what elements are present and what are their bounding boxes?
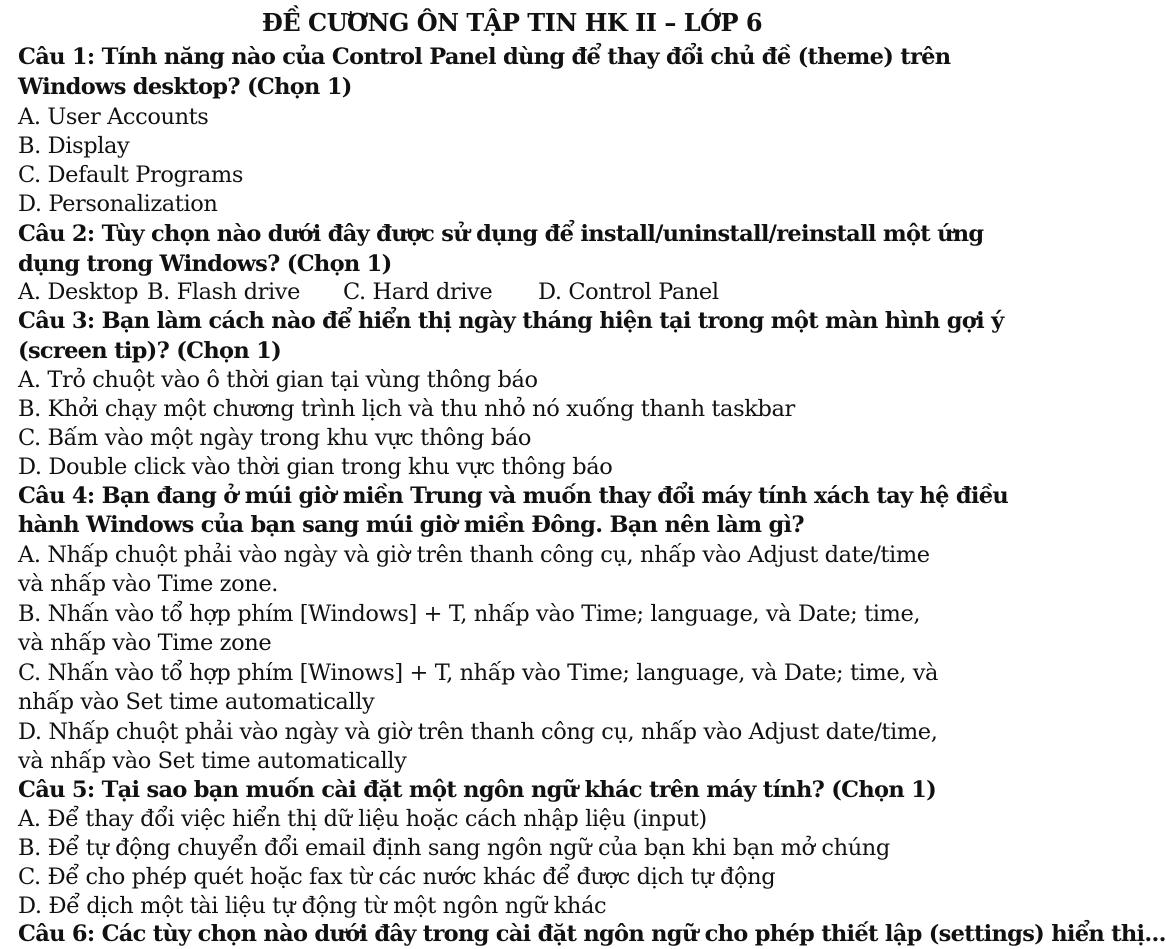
question-5-option-c: C. Để cho phép quét hoặc fax từ các nước khác để được dịch tự động	[18, 864, 776, 890]
question-4-option-d-line-1: D. Nhấp chuột phải vào ngày và giờ trên thanh công cụ, nhấp vào Adjust date/time,	[18, 719, 938, 745]
question-1-option-b: B. Display	[18, 133, 130, 159]
question-5-option-b: B. Để tự động chuyển đổi email định sang ngôn ngữ của bạn khi bạn mở chúng	[18, 835, 890, 861]
question-4-option-c-line-1: C. Nhấn vào tổ hợp phím [Winows] + T, nhấp vào Time; language, và Date; time, và	[18, 660, 939, 686]
question-4-option-a-line-1: A. Nhấp chuột phải vào ngày và giờ trên thanh công cụ, nhấp vào Adjust date/time	[18, 542, 930, 568]
question-2-option-c: C. Hard drive	[343, 279, 493, 305]
question-4-option-b-line-2: và nhấp vào Time zone	[18, 630, 272, 656]
question-3-line-2: (screen tip)? (Chọn 1)	[18, 338, 282, 364]
question-2-option-b: B. Flash drive	[147, 279, 301, 305]
question-2-option-a: A. Desktop	[18, 279, 139, 305]
question-1-option-a: A. User Accounts	[18, 104, 209, 130]
question-4-line-2: hành Windows của bạn sang múi giờ miền Đông. Bạn nên làm gì?	[18, 512, 804, 538]
document-title: ĐỀ CƯƠNG ÔN TẬP TIN HK II – LỚP 6	[261, 8, 763, 37]
question-5-option-a: A. Để thay đổi việc hiển thị dữ liệu hoặc cách nhập liệu (input)	[18, 806, 707, 832]
question-2-line-1: Câu 2: Tùy chọn nào dưới đây được sử dụng để install/uninstall/reinstall một ứng	[18, 221, 984, 247]
question-3-option-a: A. Trỏ chuột vào ô thời gian tại vùng thông báo	[18, 367, 538, 393]
question-1-line-2: Windows desktop? (Chọn 1)	[18, 74, 352, 100]
question-5-line-1: Câu 5: Tại sao bạn muốn cài đặt một ngôn ngữ khác trên máy tính? (Chọn 1)	[18, 777, 937, 803]
question-4-option-a-line-2: và nhấp vào Time zone.	[18, 571, 278, 597]
question-4-option-c-line-2: nhấp vào Set time automatically	[18, 689, 375, 715]
question-1-option-c: C. Default Programs	[18, 162, 243, 188]
question-1-line-1: Câu 1: Tính năng nào của Control Panel dùng để thay đổi chủ đề (theme) trên	[18, 44, 951, 70]
question-3-line-1: Câu 3: Bạn làm cách nào để hiển thị ngày tháng hiện tại trong một màn hình gợi ý	[18, 308, 1004, 334]
question-4-line-1: Câu 4: Bạn đang ở múi giờ miền Trung và muốn thay đổi máy tính xách tay hệ điều	[18, 483, 1009, 509]
question-1-option-d: D. Personalization	[18, 191, 218, 217]
question-5-option-d: D. Để dịch một tài liệu tự động từ một ngôn ngữ khác	[18, 893, 607, 919]
question-2-line-2: dụng trong Windows? (Chọn 1)	[18, 251, 392, 277]
question-3-option-d: D. Double click vào thời gian trong khu vực thông báo	[18, 454, 613, 480]
question-6-cut-off-line: Câu 6: Các tùy chọn nào dưới đây trong cài đặt ngôn ngữ cho phép thiết lập (settings) hiển thị...	[18, 921, 1166, 947]
question-4-option-b-line-1: B. Nhấn vào tổ hợp phím [Windows] + T, nhấp vào Time; language, và Date; time,	[18, 601, 921, 627]
question-3-option-b: B. Khởi chạy một chương trình lịch và thu nhỏ nó xuống thanh taskbar	[18, 396, 795, 422]
question-2-option-d: D. Control Panel	[538, 279, 719, 305]
question-4-option-d-line-2: và nhấp vào Set time automatically	[18, 748, 407, 774]
question-3-option-c: C. Bấm vào một ngày trong khu vực thông báo	[18, 425, 532, 451]
